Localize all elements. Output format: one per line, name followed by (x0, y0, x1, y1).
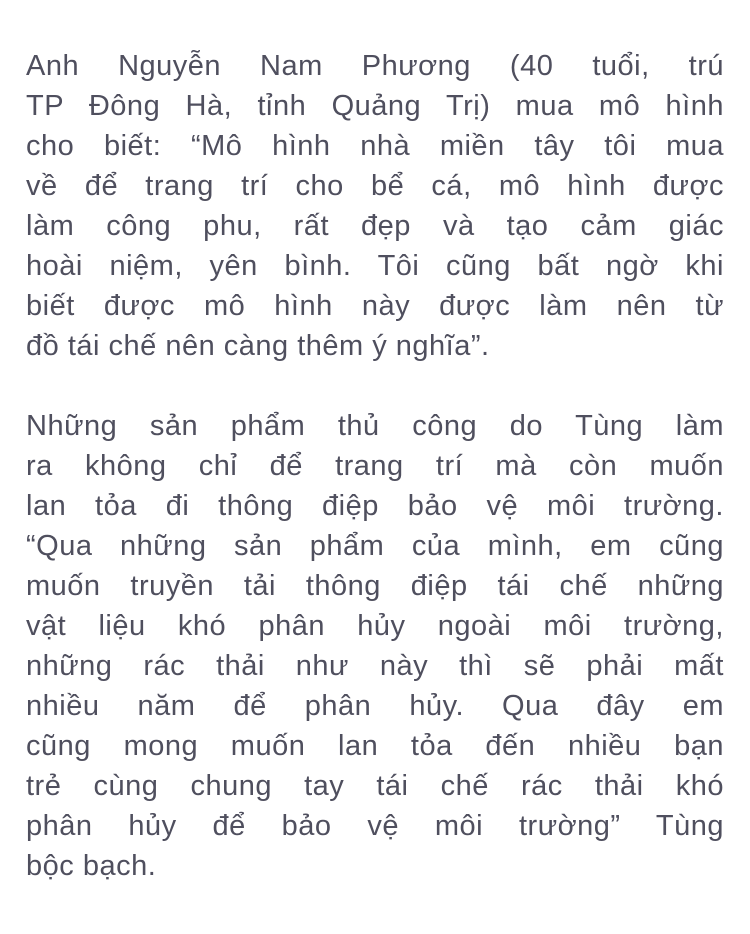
text-line: Anh Nguyễn Nam Phương (40 tuổi, trú (26, 50, 724, 82)
text-line: đồ tái chế nên càng thêm ý nghĩa”. (26, 330, 490, 362)
text-line: phân hủy để bảo vệ môi trường” Tùng (26, 810, 724, 842)
text-line: về để trang trí cho bể cá, mô hình được (26, 170, 724, 202)
text-line: làm công phu, rất đẹp và tạo cảm giác (26, 210, 724, 242)
text-line: “Qua những sản phẩm của mình, em cũng (26, 530, 724, 562)
paragraph (26, 46, 724, 366)
text-line: hoài niệm, yên bình. Tôi cũng bất ngờ khi (26, 250, 724, 282)
text-line: bộc bạch. (26, 850, 157, 882)
text-line: cho biết: “Mô hình nhà miền tây tôi mua (26, 130, 724, 162)
text-line: ra không chỉ để trang trí mà còn muốn (26, 450, 724, 482)
text-line: vật liệu khó phân hủy ngoài môi trường, (26, 610, 724, 642)
text-line: biết được mô hình này được làm nên từ (26, 290, 724, 322)
text-line: cũng mong muốn lan tỏa đến nhiều bạn (26, 730, 724, 762)
text-line: trẻ cùng chung tay tái chế rác thải khó (26, 770, 724, 802)
text-line: muốn truyền tải thông điệp tái chế những (26, 570, 724, 602)
text-line: TP Đông Hà, tỉnh Quảng Trị) mua mô hình (26, 90, 724, 122)
text-line: Những sản phẩm thủ công do Tùng làm (26, 410, 724, 442)
text-line: nhiều năm để phân hủy. Qua đây em (26, 690, 724, 722)
text-line: những rác thải như này thì sẽ phải mất (26, 650, 724, 682)
paragraph (26, 406, 724, 886)
text-line: lan tỏa đi thông điệp bảo vệ môi trường. (26, 490, 724, 522)
